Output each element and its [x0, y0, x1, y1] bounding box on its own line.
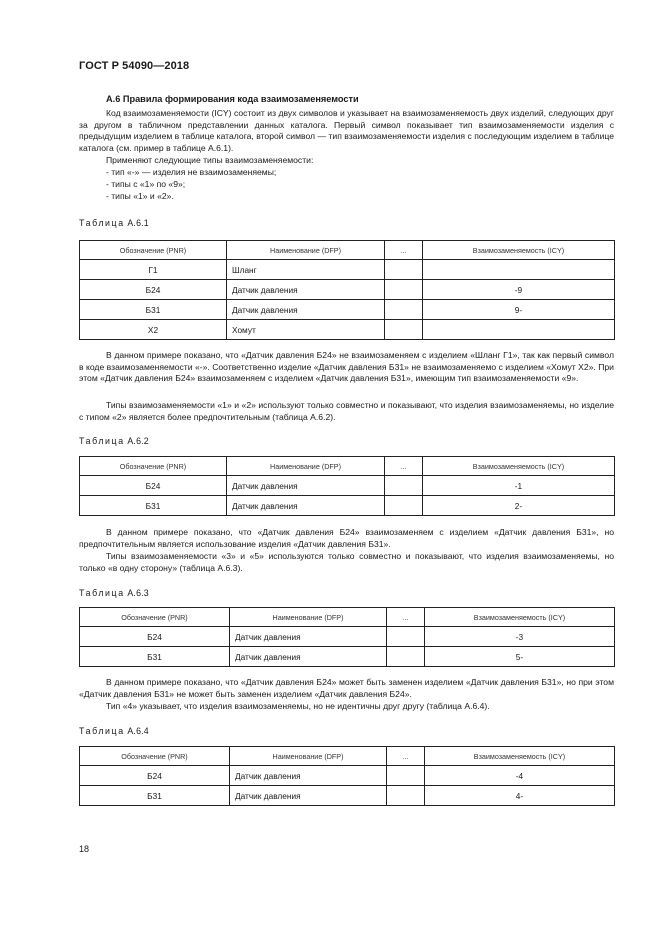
cell-pnr: Б24: [80, 627, 230, 647]
cell-dfp: Датчик давления: [230, 627, 387, 647]
column-header-icy: Взаимозаменяемость (ICY): [423, 457, 615, 476]
column-header-dfp: Наименование (DFP): [230, 747, 387, 766]
table-caption-word: Таблица: [79, 588, 125, 598]
intro-paragraph-text: Код взаимозаменяемости (ICY) состоит из двух символов и указывает на взаимозаменяемость двух изделий, следующих друг за другом в табличном представлении данных каталога. Первый символ показывает тип взаимозаменяемости изделия с предыдущим изделием в таблице каталога, второй символ — тип взаимозаменяемости изделия с последующим изделием в таблице каталога (см. пример в таблице А.6.1).: [79, 108, 614, 153]
column-header-icy: Взаимозаменяемость (ICY): [425, 747, 615, 766]
table-row: [80, 280, 615, 300]
column-header-dots: ...: [387, 747, 425, 766]
cell-icy: 5-: [425, 647, 615, 667]
cell-icy: -1: [423, 476, 615, 496]
table-row: [80, 320, 615, 340]
column-header-icy: Взаимозаменяемость (ICY): [425, 608, 615, 627]
table-a61: [79, 240, 615, 340]
table-caption-number: А.6.2: [127, 436, 149, 446]
table-caption-number: А.6.4: [127, 726, 149, 736]
table-caption: [79, 436, 149, 446]
table-caption-word: Таблица: [79, 436, 125, 446]
cell-dfp: Хомут: [227, 320, 385, 340]
intro-paragraph: [79, 108, 614, 154]
cell-pnr: Б24: [80, 766, 230, 786]
cell-dots: [387, 786, 425, 806]
explanation-text: В данном примере показано, что «Датчик давления Б24» не взаимозаменяем с изделием «Шланг Г1», так как первый символ в коде взаимозаменяемости «-». Соответственно изделие «Датчик давления Б31» не взаимозаменяемо с изделием «Хомут Х2». При этом «Датчик давления Б24» взаимозаменяем с изделием «Датчик давления Б31», имеющим тип взаимозаменяемости «9».: [79, 350, 614, 384]
table-row: [80, 476, 615, 496]
explanation-text: Тип «4» указывает, что изделия взаимозаменяемы, но не идентичны друг другу (таблица А.6.4).: [106, 701, 490, 711]
table-row: [80, 786, 615, 806]
column-header-dots: ...: [385, 457, 423, 476]
column-header-dfp: Наименование (DFP): [227, 457, 385, 476]
table-caption: [79, 218, 149, 228]
cell-dfp: Датчик давления: [227, 496, 385, 516]
cell-pnr: Г1: [80, 260, 227, 280]
explanation-paragraph: [79, 527, 614, 550]
list-item: - тип «-» — изделия не взаимозаменяемы;: [106, 167, 277, 177]
table-header-row: [80, 608, 615, 627]
explanation-paragraph: [79, 350, 614, 385]
explanation-paragraph: [79, 400, 614, 423]
table-row: [80, 647, 615, 667]
column-header-dfp: Наименование (DFP): [227, 241, 385, 260]
cell-dots: [385, 476, 423, 496]
explanation-text: В данном примере показано, что «Датчик давления Б24» взаимозаменяем с изделием «Датчик давления Б31», но предпочтительным является использование изделия «Датчик давления Б31».: [79, 527, 614, 549]
table-header-row: [80, 241, 615, 260]
cell-dots: [385, 300, 423, 320]
cell-dots: [385, 260, 423, 280]
cell-icy: 9-: [423, 300, 615, 320]
cell-pnr: Б24: [80, 280, 227, 300]
cell-dots: [385, 496, 423, 516]
table-a64: [79, 746, 615, 806]
cell-icy: 4-: [425, 786, 615, 806]
cell-dfp: Датчик давления: [227, 300, 385, 320]
table-header-row: [80, 747, 615, 766]
explanation-paragraph: [79, 677, 614, 700]
list-item: - типы с «1» по «9»;: [106, 179, 186, 189]
cell-pnr: Б31: [80, 786, 230, 806]
column-header-pnr: Обозначение (PNR): [80, 747, 230, 766]
cell-dfp: Датчик давления: [227, 476, 385, 496]
table-a63: [79, 607, 615, 667]
explanation-text: Типы взаимозаменяемости «1» и «2» используют только совместно и показывают, что изделия взаимозаменяемы, но изделие с типом «2» является более предпочтительным (таблица А.6.2).: [79, 400, 614, 422]
list-item: - типы «1» и «2».: [106, 191, 174, 201]
explanation-text: В данном примере показано, что «Датчик давления Б24» может быть заменен изделием «Датчик давления Б31», но при этом «Датчик давления Б31» не может быть заменен изделием «Датчик давления Б24».: [79, 677, 614, 699]
cell-icy: -3: [425, 627, 615, 647]
table-row: [80, 627, 615, 647]
cell-dots: [385, 280, 423, 300]
column-header-dots: ...: [385, 241, 423, 260]
types-intro-paragraph: [79, 155, 614, 167]
cell-dfp: Датчик давления: [230, 786, 387, 806]
cell-icy: [423, 260, 615, 280]
table-row: [80, 766, 615, 786]
column-header-pnr: Обозначение (PNR): [80, 457, 227, 476]
column-header-pnr: Обозначение (PNR): [80, 608, 230, 627]
table-caption-word: Таблица: [79, 218, 125, 228]
cell-pnr: Б31: [80, 647, 230, 667]
cell-icy: 2-: [423, 496, 615, 516]
table-a62: [79, 456, 615, 516]
column-header-icy: Взаимозаменяемость (ICY): [423, 241, 615, 260]
cell-dfp: Датчик давления: [227, 280, 385, 300]
table-caption-number: А.6.1: [127, 218, 149, 228]
cell-dots: [387, 766, 425, 786]
cell-dfp: Датчик давления: [230, 647, 387, 667]
document-code: ГОСТ Р 54090—2018: [79, 60, 190, 72]
table-caption: [79, 726, 149, 736]
column-header-pnr: Обозначение (PNR): [80, 241, 227, 260]
cell-pnr: Б31: [80, 300, 227, 320]
types-intro-text: Применяют следующие типы взаимозаменяемости:: [106, 155, 314, 165]
cell-pnr: Б24: [80, 476, 227, 496]
cell-icy: [423, 320, 615, 340]
table-header-row: [80, 457, 615, 476]
table-row: [80, 496, 615, 516]
page-number: 18: [79, 844, 90, 854]
cell-dfp: Датчик давления: [230, 766, 387, 786]
table-row: [80, 300, 615, 320]
cell-icy: -9: [423, 280, 615, 300]
cell-dots: [387, 627, 425, 647]
cell-pnr: Б31: [80, 496, 227, 516]
table-caption-number: А.6.3: [127, 588, 149, 598]
table-row: [80, 260, 615, 280]
explanation-paragraph: [79, 701, 614, 713]
section-title: A.6 Правила формирования кода взаимозаменяемости: [106, 94, 359, 104]
column-header-dots: ...: [387, 608, 425, 627]
cell-dots: [387, 647, 425, 667]
explanation-text: Типы взаимозаменяемости «3» и «5» используются только совместно и показывают, что изделия взаимозаменяемы, но только «в одну сторону» (таблица А.6.3).: [79, 551, 614, 573]
explanation-paragraph: [79, 551, 614, 574]
column-header-dfp: Наименование (DFP): [230, 608, 387, 627]
cell-dots: [385, 320, 423, 340]
cell-pnr: Х2: [80, 320, 227, 340]
table-caption-word: Таблица: [79, 726, 125, 736]
cell-icy: -4: [425, 766, 615, 786]
table-caption: [79, 588, 149, 598]
cell-dfp: Шланг: [227, 260, 385, 280]
